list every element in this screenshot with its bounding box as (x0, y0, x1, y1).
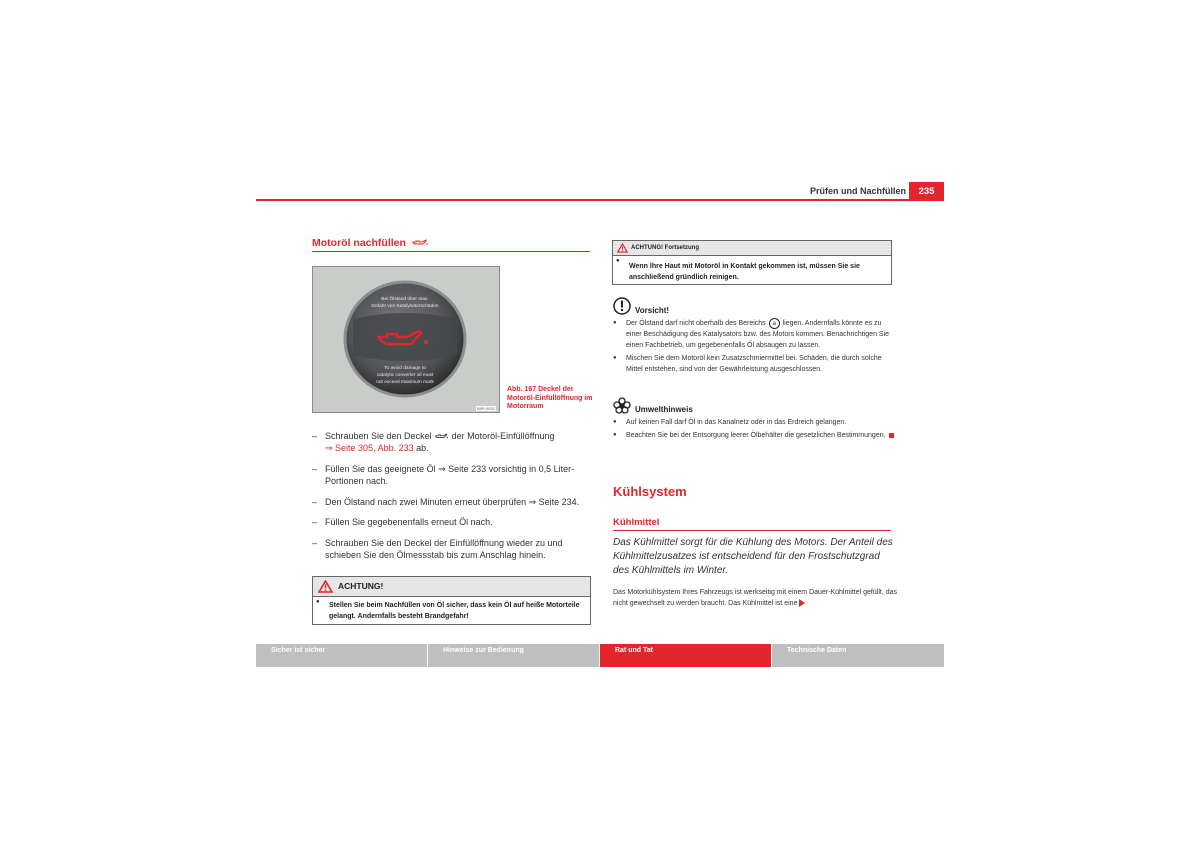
oil-can-icon (411, 239, 429, 248)
section-heading-text: Motoröl nachfüllen (312, 237, 406, 249)
continue-arrow-icon (799, 599, 805, 607)
caution-item: ● Mischen Sie dem Motoröl kein Zusatzschmiermittel bei. Schäden, die durch solche Mittel entstehen, sind von der Gewährleistung ausgeschlossen. (613, 353, 895, 375)
header-rule (256, 199, 944, 201)
oil-cap-figure (312, 266, 500, 413)
exclamation-circle-icon (613, 297, 631, 315)
flower-icon (613, 397, 631, 414)
warning-continued-text: ● Wenn Ihre Haut mit Motoröl in Kontakt gekommen ist, müssen Sie sie anschließend gründlich reinigen. (616, 256, 891, 283)
warning-triangle-icon (617, 243, 628, 253)
environment-title: Umwelthinweis (635, 405, 693, 414)
cap-text-top-2: Gefahr von Katalysatorschäden (371, 304, 439, 309)
end-marker-icon (889, 433, 894, 438)
warning-continued-box (612, 240, 892, 285)
environment-item: ● Auf keinen Fall darf Öl in das Kanalnetz oder in das Erdreich gelangen. (613, 417, 895, 428)
list-item: – Schrauben Sie den Deckel der Einfüllöffnung wieder zu und schieben Sie den Ölmessstab bis zum Anschlag hinein. (312, 537, 592, 561)
figure-caption: Abb. 167 Deckel der Motoröl-Einfüllöffnung im Motorraum (507, 386, 593, 411)
oil-can-icon (434, 433, 449, 441)
cap-text-top-1: Bei Ölstand über max. (381, 297, 429, 302)
body-paragraph: Das Motorkühlsystem Ihres Fahrzeugs ist werkseitig mit einem Dauer-Kühlmittel gefüllt, das nicht gewechselt zu werden braucht. Das Kühlmittel ist eine (613, 589, 897, 607)
subsection-rule (613, 530, 891, 531)
environment-item: ● Beachten Sie bei der Entsorgung leerer Ölbehälter die gesetzlichen Bestimmungen. (613, 430, 895, 441)
oil-cap-illustration (313, 267, 499, 412)
list-item: – Den Ölstand nach zwei Minuten erneut überprüfen ⇒ Seite 234. (312, 496, 592, 508)
intro-paragraph: Das Kühlmittel sorgt für die Kühlung des Motors. Der Anteil des Kühlmittelzusatzes ist entscheidend für den Frostschutzgrad des Kühlmittels im Winter. (613, 537, 893, 576)
section-heading-motoroel (312, 237, 429, 249)
heading-rule (312, 251, 590, 252)
tab-sicher-ist-sicher[interactable]: Sicher ist sicher (256, 644, 427, 667)
warning-continued-header (613, 241, 891, 256)
warning-triangle-icon (318, 580, 333, 593)
caution-title: Vorsicht! (635, 306, 670, 315)
environment-block (613, 397, 895, 441)
caution-block (613, 297, 895, 375)
cap-text-bottom-3: not exceed maximum mark (376, 380, 434, 385)
warning-text: ● Stellen Sie beim Nachfüllen von Öl sicher, dass kein Öl auf heiße Motorteile gelangt. Andernfalls besteht Brandgefahr! (316, 597, 590, 622)
instruction-list (312, 430, 592, 570)
page-number: 235 (909, 182, 944, 201)
list-item: – Schrauben Sie den Deckel der Motoröl-Einfüllöffnung ⇒ Seite 305, Abb. 233 ab. (312, 430, 592, 454)
warning-continued-title: ACHTUNG! Fortsetzung (631, 245, 699, 251)
cap-text-bottom-2: catalytic converter oil must (376, 373, 434, 378)
list-item: – Füllen Sie das geeignete Öl ⇒ Seite 233 vorsichtig in 0,5 Liter-Portionen nach. (312, 463, 592, 487)
list-item: – Füllen Sie gegebenenfalls erneut Öl nach. (312, 516, 592, 528)
tab-hinweise-zur-bedienung[interactable]: Hinweise zur Bedienung (428, 644, 599, 667)
warning-header (313, 577, 590, 597)
warning-box (312, 576, 591, 625)
marker-a: a (769, 318, 780, 329)
figure-code: B5P-0032 (477, 406, 495, 411)
page-reference-link[interactable]: ⇒ Seite 305, Abb. 233 (325, 443, 414, 454)
chapter-title: Prüfen und Nachfüllen (809, 186, 906, 196)
section-title-kuehlsystem: Kühlsystem (613, 484, 687, 499)
subsection-title-kuehlmittel: Kühlmittel (613, 517, 660, 528)
tab-rat-und-tat[interactable]: Rat und Tat (600, 644, 771, 667)
cap-text-bottom-1: To avoid damage to (384, 366, 426, 371)
tab-technische-daten[interactable]: Technische Daten (772, 644, 944, 667)
warning-title: ACHTUNG! (338, 581, 384, 591)
caution-item: ● Der Ölstand darf nicht oberhalb des Bereichs a liegen. Andernfalls könnte es zu einer Beschädigung des Katalysators bzw. des Motors kommen. Benachrichtigen Sie einen Fachbetrieb, um gegebenenfalls Öl absaugen zu lassen. (613, 318, 895, 351)
